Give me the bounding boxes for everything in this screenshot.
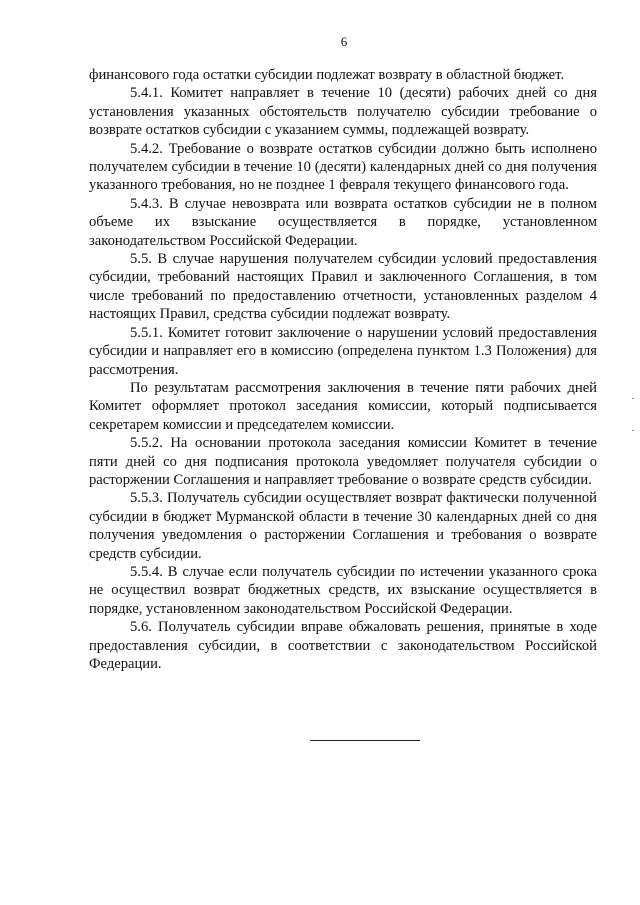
scan-edge-mark — [632, 398, 634, 399]
end-of-text-rule — [310, 740, 420, 741]
paragraph-5-5-4: 5.5.4. В случае если получатель субсидии по истечении указанного срока не осуществил возврат бюджетных средств, их взыскание осуществляется в порядке, установленном законодательством Российской Федерации. — [89, 563, 597, 617]
paragraph-continuation: финансового года остатки субсидии подлежат возврату в областной бюджет. — [89, 67, 565, 83]
paragraph-5-5-1: 5.5.1. Комитет готовит заключение о нарушении условий предоставления субсидии и направляет его в комиссию (определена пунктом 1.3 Положения) для рассмотрения. — [89, 324, 597, 378]
paragraph-5-5-3: 5.5.3. Получатель субсидии осуществляет возврат фактически полученной субсидии в бюджет Мурманской области в течение 30 календарных дней со дня получения уведомления о расторжении Соглашения и требования о возврате средств субсидии. — [89, 490, 597, 562]
paragraph-5-6: 5.6. Получатель субсидии вправе обжаловать решения, принятые в ходе предоставления субсидии, в соответствии с законодательством Российской Федерации. — [89, 619, 597, 672]
paragraph-5-5-2: 5.5.2. На основании протокола заседания комиссии Комитет в течение пяти дней со дня подписания протокола уведомляет получателя субсидии о расторжении Соглашения и направляет требование о возврате средств субсидии. — [89, 435, 597, 488]
paragraph-5-4-1: 5.4.1. Комитет направляет в течение 10 (десяти) рабочих дней со дня установления указанных обстоятельств получателю субсидии требование о возврате остатков субсидии с указанием суммы, подлежащей возврату. — [89, 85, 597, 139]
paragraph-5-5: 5.5. В случае нарушения получателем субсидии условий предоставления субсидии, требований настоящих Правил и заключенного Соглашения, в том числе требований по предоставлению отчетности, установленных разделом 4 настоящих Правил, средства субсидии подлежат возврату. — [89, 251, 597, 323]
paragraph-5-4-2: 5.4.2. Требование о возврате остатков субсидии должно быть исполнено получателем субсидии в течение 10 (десяти) календарных дней со дня получения указанного требования, но не позднее 1 февраля текущего финансового года. — [89, 140, 597, 194]
paragraph-5-4-3: 5.4.3. В случае невозврата или возврата остатков субсидии не в полном объеме их взыскание осуществляется в порядке, установленном законодательством Российской Федерации. — [89, 195, 597, 249]
scan-edge-mark — [632, 430, 634, 431]
page-number: 6 — [340, 34, 348, 49]
document-body — [89, 66, 597, 673]
paragraph-5-5-1-protocol: По результатам рассмотрения заключения в течение пяти рабочих дней Комитет оформляет протокол заседания комиссии, который подписывается секретарем комиссии и председателем комиссии. — [89, 379, 597, 433]
